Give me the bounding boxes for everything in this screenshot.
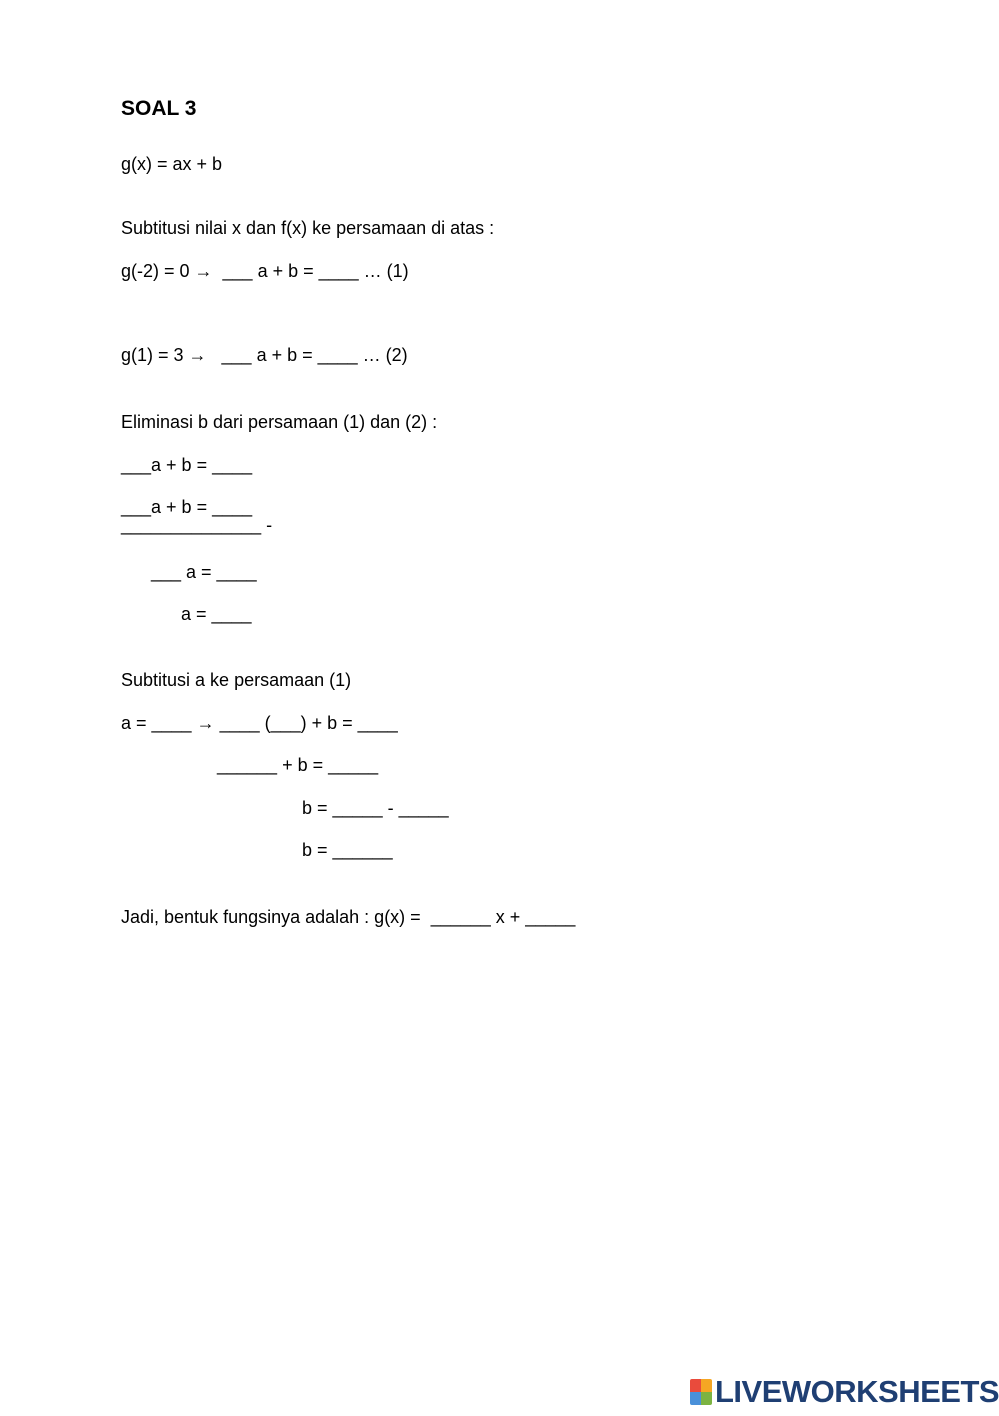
conclusion: Jadi, bentuk fungsinya adalah : g(x) = ______ x + _____ bbox=[121, 907, 576, 927]
elimination-row-2: ___a + b = ____ bbox=[121, 497, 253, 517]
liveworksheets-logo bbox=[690, 1374, 999, 1410]
equation-1: g(-2) = 0 → ___ a + b = ____ … (1) bbox=[121, 261, 409, 281]
liveworksheets-logo-icon bbox=[690, 1379, 712, 1405]
substitution-row-4: b = ______ bbox=[302, 840, 393, 860]
substitution-row-1: a = ____ → ____ (___) + b = ____ bbox=[121, 713, 398, 733]
elimination-result-1: ___ a = ____ bbox=[151, 562, 257, 582]
page-title: SOAL 3 bbox=[121, 97, 197, 120]
elimination-instruction: Eliminasi b dari persamaan (1) dan (2) : bbox=[121, 412, 438, 432]
substitution-instruction: Subtitusi nilai x dan f(x) ke persamaan di atas : bbox=[121, 218, 495, 238]
equation-2: g(1) = 3 → ___ a + b = ____ … (2) bbox=[121, 345, 408, 365]
function-definition: g(x) = ax + b bbox=[121, 154, 223, 174]
substitution-row-2: ______ + b = _____ bbox=[217, 755, 379, 775]
elimination-result-2: a = ____ bbox=[181, 604, 252, 624]
substitution-row-3: b = _____ - _____ bbox=[302, 798, 449, 818]
liveworksheets-logo-text: LIVEWORKSHEETS bbox=[715, 1374, 999, 1409]
substitute-a-instruction: Subtitusi a ke persamaan (1) bbox=[121, 670, 352, 690]
elimination-row-1: ___a + b = ____ bbox=[121, 455, 253, 475]
elimination-separator: ______________ - bbox=[121, 515, 273, 535]
